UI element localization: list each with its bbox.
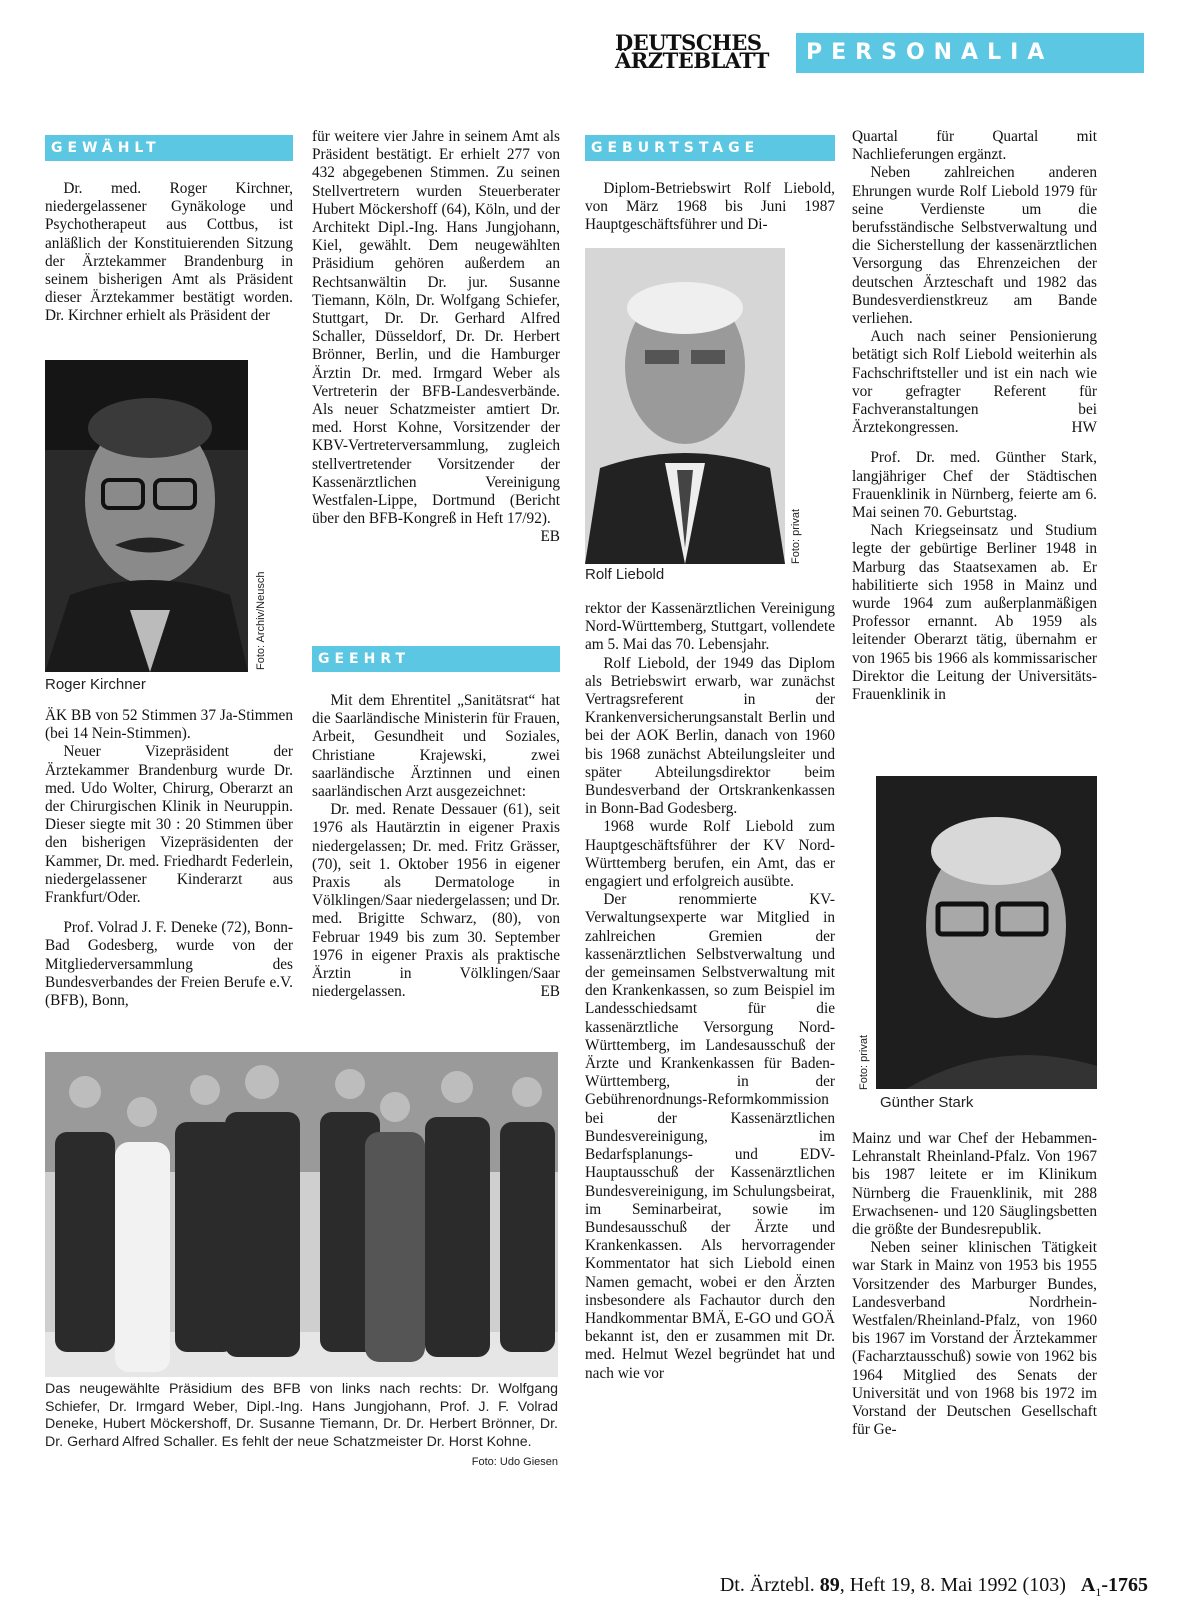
article-wolter: Neuer Vizepräsident der Ärztekammer Brandenburg wurde Dr. med. Udo Wolter, Chirurg, Oberarzt an der Chirurgischen Klinik in Neuruppin. Dieser siegte mit 30 : 20 Stimmen über den bisherigen Vizepräsidenten der Kammer, Dr. med. Friedhardt Federlein, niedergelassener Kinderarzt aus Frankfurt/Oder. [45, 743, 293, 907]
journal-logo [615, 30, 790, 73]
section-header-geehrt: GEEHRT [312, 646, 560, 672]
article-liebold-kv: 1968 wurde Rolf Liebold zum Hauptgeschäftsführer der KV Nord-Württemberg berufen, ein Amt, das er engagiert und erfolgreich ausübte. [585, 818, 835, 891]
article-honorees: Dr. med. Renate Dessauer (61), seit 1976 als Hautärztin in eigener Praxis niedergelassen; Dr. med. Fritz Grässer, (70), seit 1. Oktober 1956 in eigener Praxis als Dermatologe in Völklingen/Saar niedergelassen; und Dr. med. Brigitte Schwarz, (80), von Februar 1949 bis zum 30. September 1976 in eigener Praxis als praktische Ärztin in Völklingen/Saar niedergelassen. [312, 801, 560, 1001]
column-2-top [312, 128, 560, 547]
column-1-top [45, 180, 293, 326]
section-banner: PERSONALIA [796, 33, 1144, 73]
article-liebold-retirement-text: Auch nach seiner Pensionierung betätigt sich Rolf Liebold weiterhin als Fachschriftsteller und ist ein nach wie vor gefragter Referent für Fachveranstaltungen bei Ärztekongressen. [852, 328, 1097, 437]
footer-journal: Dt. Ärztebl. [719, 1574, 815, 1596]
footer-issue: , Heft 19, 8. Mai 1992 (103) [839, 1574, 1066, 1596]
article-stark-continued: Mainz und war Chef der Hebammen-Lehranstalt Rheinland-Pfalz. Von 1967 bis 1987 leitete er im Klinikum Nürnberg die Frauenklinik, mit 288 Erwachsenen- und 120 Säuglingsbetten die größte der Bundesrepublik. [852, 1130, 1097, 1239]
column-4-top [852, 128, 1097, 704]
photo-credit-kirchner: Foto: Archiv/Neusch [255, 571, 267, 670]
photo-caption-liebold: Rolf Liebold [585, 566, 665, 583]
signature-eb-2: EB [540, 983, 560, 1001]
signature-hw: HW [1071, 419, 1097, 437]
signature-eb-1: EB [540, 528, 560, 546]
photo-guenther-stark [876, 776, 1097, 1089]
logo-line-1: DEUTSCHES [615, 30, 762, 55]
article-liebold-career: Rolf Liebold, der 1949 das Diplom als Betriebswirt erwarb, war zunächst Vertragsreferent in der Krankenversicherungsanstalt Berlin und bei der AOK Berlin, danach von 1960 bis 1968 zunächst Abteilungsleiter und später Abteilungsdirektor beim Bundesverband der Ortskrankenkassen in Bonn-Bad Godesberg. [585, 654, 835, 818]
article-liebold-end: Quartal für Quartal mit Nachlieferungen ergänzt. [852, 128, 1097, 164]
column-3-bottom [585, 600, 835, 1383]
column-3-top [585, 180, 835, 235]
photo-credit-liebold: Foto: privat [790, 508, 802, 564]
article-liebold-committees: Der renommierte KV-Verwaltungsexperte war Mitglied in zahlreichen Gremien der kassenärztlichen Selbstverwaltung und der gemeinsamen Selbstverwaltung mit den Krankenkassen, so zum Beispiel im Landesschiedsamt für die kassenärztliche Versorgung Nord-Württemberg, im Landesausschuß der Ärzte und Krankenkassen für Baden-Württemberg, in der Gebührenordnungs-Reformkommission bei der Kassenärztlichen Bundesvereinigung, im Bedarfsplanungs- und EDV-Hauptausschuß der Kassenärztlichen Bundesvereinigung, im Schulungsbeirat, im Seminarbeirat, sowie im Bundesausschuß der Ärzte und Krankenkassen. Als hervorragender Kommentator hat sich Liebold einen Namen gemacht, wobei er den Ärzten insbesondere als Fachautor durch den Handkommentar BMÄ, E-GO und GOÄ bekannt ist, den er zusammen mit Dr. med. Helmut Wezel begründet hat und nach wie vor [585, 891, 835, 1382]
article-deneke-continued: für weitere vier Jahre in seinem Amt als Präsident bestätigt. Er erhielt 277 von 432 abgegebenen Stimmen. Zu seinen Stellvertretern wurden Steuerberater Hubert Möckershoff (64), Köln, und der Architekt Dipl.-Ing. Hans Jungjohann, Kiel, gewählt. Dem neugewählten Präsidium gehören außerdem an Rechtsanwältin Dr. jur. Susanne Tiemann, Köln, Dr. Wolfgang Schiefer, Stuttgart, Dr. Dr. Gerhard Alfred Schaller, Düsseldorf, Dr. Dr. Herbert Brönner, Berlin, und die Hamburger Ärztin Dr. med. Irmgard Weber als Vertreterin der BFB-Landesverbände. Als neuer Schatzmeister amtiert Dr. med. Horst Kohne, Vorsitzender der KBV-Vertreterversammlung, zugleich stellvertretender Vorsitzender der Kassenärztlichen Vereinigung Westfalen-Lippe, Dortmund (Bericht über den BFB-Kongreß in Heft 17/92). [312, 128, 560, 528]
footer-page-number: -1765 [1101, 1574, 1148, 1596]
photo-credit-stark: Foto: privat [858, 1034, 870, 1090]
page-footer [720, 1574, 1148, 1600]
article-stark-career: Nach Kriegseinsatz und Studium legte der gebürtige Berliner 1948 in Marburg das Staatsexamen ab. Er habilitierte sich 1958 in Mainz und wurde 1964 zum außerplanmäßigen Professor ernannt. Ab 1959 als leitender Oberarzt tätig, übernahm er von 1965 bis 1966 als kommissarischer Direktor die Leitung der Universitäts-Frauenklinik in [852, 522, 1097, 704]
article-liebold-intro: Diplom-Betriebswirt Rolf Liebold, von März 1968 bis Juni 1987 Hauptgeschäftsführer und Di- [585, 180, 835, 234]
photo-caption-stark: Günther Stark [880, 1094, 974, 1111]
footer-page-letter: A [1080, 1574, 1096, 1596]
article-kirchner-intro: Dr. med. Roger Kirchner, niedergelassener Gynäkologe und Psychotherapeut aus Cottbus, ist anläßlich der Konstituierenden Sitzung der Ärztekammer Brandenburg in seinem bisherigen Amt als Präsident dieser Ärztekammer bestätigt worden. Dr. Kirchner erhielt als Präsident der [45, 180, 293, 325]
footer-volume: 89 [819, 1574, 840, 1596]
article-deneke: Prof. Volrad J. F. Deneke (72), Bonn-Bad Godesberg, wurde von der Mitgliederversammlung des Bundesverbandes der Freien Berufe e.V. (BFB), Bonn, [45, 919, 293, 1010]
section-header-geburtstage: GEBURTSTAGE [585, 135, 835, 161]
group-photo-caption [45, 1381, 558, 1472]
column-1-bottom [45, 707, 293, 1010]
group-photo-caption-text: Das neugewählte Präsidium des BFB von links nach rechts: Dr. Wolfgang Schiefer, Dr. Irmgard Weber, Dipl.-Ing. Hans Jungjohann, Prof. J. F. Volrad Deneke, Hubert Möckershoff, Dr. Susanne Tiemann, Dr. Dr. Herbert Brönner, Dr. Dr. Gerhard Alfred Schaller. Es fehlt der neue Schatzmeister Dr. Horst Kohne. [45, 1381, 558, 1450]
photo-bfb-presidium [45, 1052, 558, 1377]
photo-caption-kirchner: Roger Kirchner [45, 676, 146, 693]
footer-page-sub: 1 [1095, 1585, 1102, 1599]
photo-roger-kirchner [45, 360, 248, 672]
section-header-gewaehlt: GEWÄHLT [45, 135, 293, 161]
article-stark-intro: Prof. Dr. med. Günther Stark, langjähriger Chef der Städtischen Frauenklinik in Nürnberg, feierte am 6. Mai seinen 70. Geburtstag. [852, 449, 1097, 522]
article-kirchner-continued: ÄK BB von 52 Stimmen 37 Ja-Stimmen (bei 14 Nein-Stimmen). [45, 707, 293, 743]
logo-line-2: ÄRZTEBLATT [615, 48, 769, 73]
article-liebold-continued: rektor der Kassenärztlichen Vereinigung Nord-Württemberg, Stuttgart, vollendete am 5. Mai das 70. Lebensjahr. [585, 600, 835, 654]
group-photo-credit: Foto: Udo Giesen [471, 1456, 558, 1469]
article-liebold-honors: Neben zahlreichen anderen Ehrungen wurde Rolf Liebold 1979 für seine Verdienste um die berufsständische Selbstverwaltung und die Sicherstellung der kassenärztlichen Versorgung das Ehrenzeichen der deutschen Ärzteschaft und 1982 das Bundesverdienstkreuz am Bande verliehen. [852, 164, 1097, 328]
article-sanitaetsrat: Mit dem Ehrentitel „Sanitätsrat“ hat die Saarländische Ministerin für Frauen, Arbeit, Gesundheit und Soziales, Christiane Krajewski, zwei saarländische Ärztinnen und einen saarländischen Arzt ausgezeichnet: [312, 692, 560, 801]
article-stark-activities: Neben seiner klinischen Tätigkeit war Stark in Mainz von 1953 bis 1955 Vorsitzender des Marburger Bundes, Landesverband Nordrhein-Westfalen/Rheinland-Pfalz, von 1960 bis 1967 im Vorstand der Ärztekammer (Facharztausschuß) sowie von 1962 bis 1964 Mitglied des Senats der Universität und von 1968 bis 1972 im Vorstand der Deutschen Gesellschaft für Ge- [852, 1239, 1097, 1439]
article-liebold-retirement [852, 328, 1097, 437]
column-2-bottom [312, 692, 560, 1002]
column-4-bottom [852, 1130, 1097, 1439]
photo-rolf-liebold [585, 248, 785, 564]
